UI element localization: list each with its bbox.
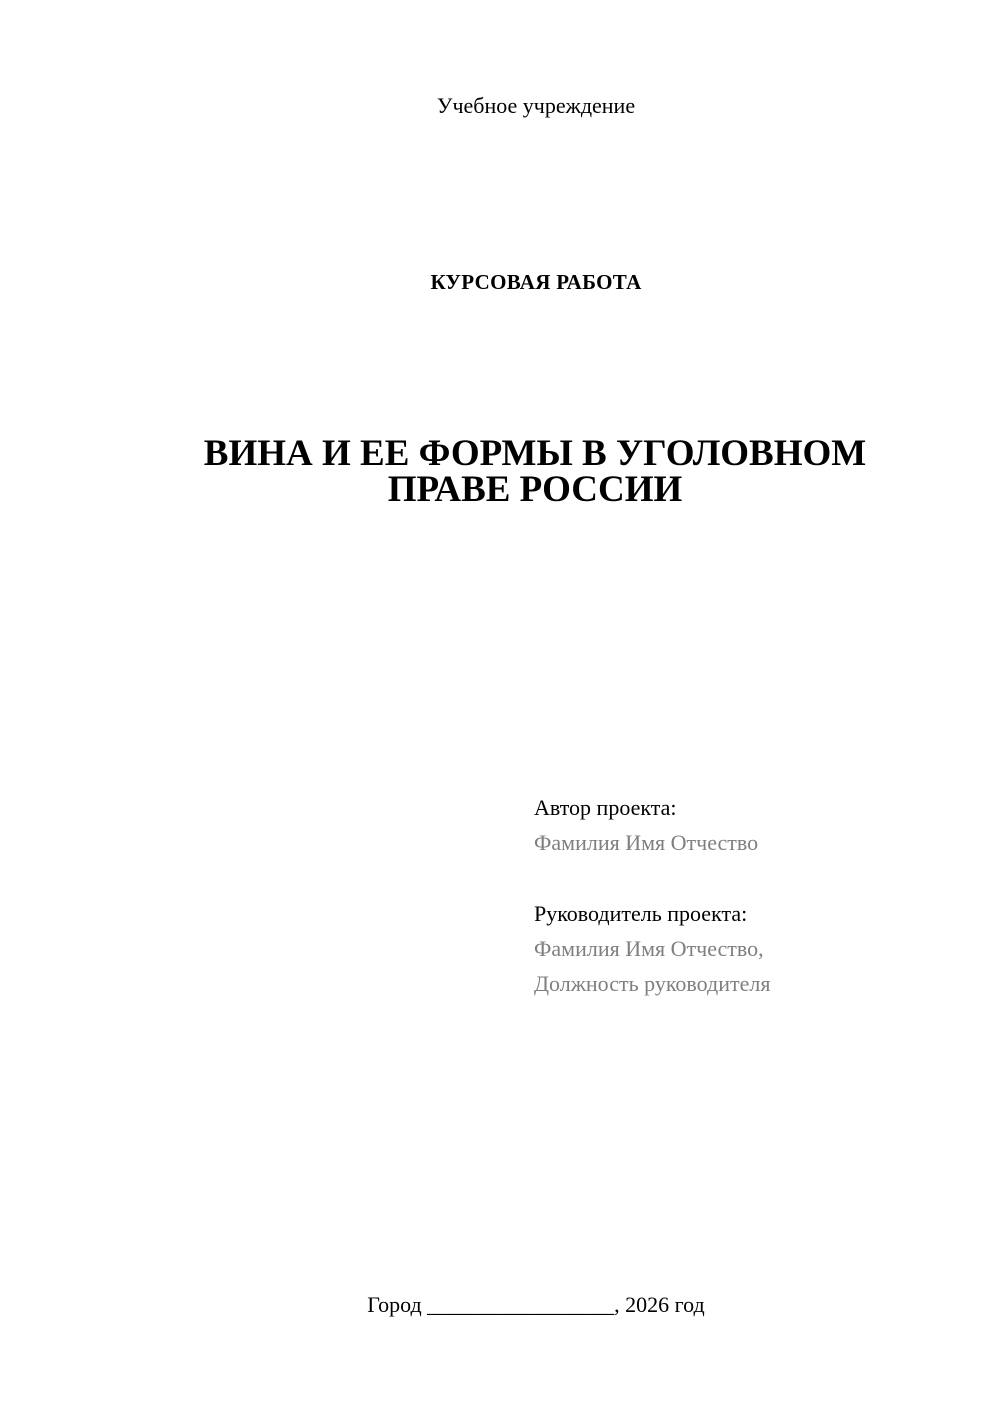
supervisor-block — [534, 896, 974, 1001]
city-blank: _________________ — [427, 1292, 615, 1317]
supervisor-name: Фамилия Имя Отчество, — [534, 936, 764, 961]
credits-block — [534, 790, 974, 1001]
supervisor-position: Должность руководителя — [534, 971, 771, 996]
institution-name: Учебное учреждение — [436, 93, 636, 118]
city-label: Город — [367, 1292, 422, 1317]
year-text: , 2026 год — [614, 1292, 705, 1317]
supervisor-label: Руководитель проекта: — [534, 901, 748, 926]
author-label: Автор проекта: — [534, 795, 677, 820]
work-type-heading: КУРСОВАЯ РАБОТА — [430, 270, 642, 294]
title-line-2: ПРАВЕ РОССИИ — [387, 469, 683, 510]
title-line-1: ВИНА И ЕЕ ФОРМЫ В УГОЛОВНОМ — [203, 433, 867, 474]
author-name: Фамилия Имя Отчество — [534, 830, 759, 855]
city-year-line — [0, 1290, 1000, 1320]
author-block — [534, 790, 974, 860]
document-title — [185, 433, 885, 510]
